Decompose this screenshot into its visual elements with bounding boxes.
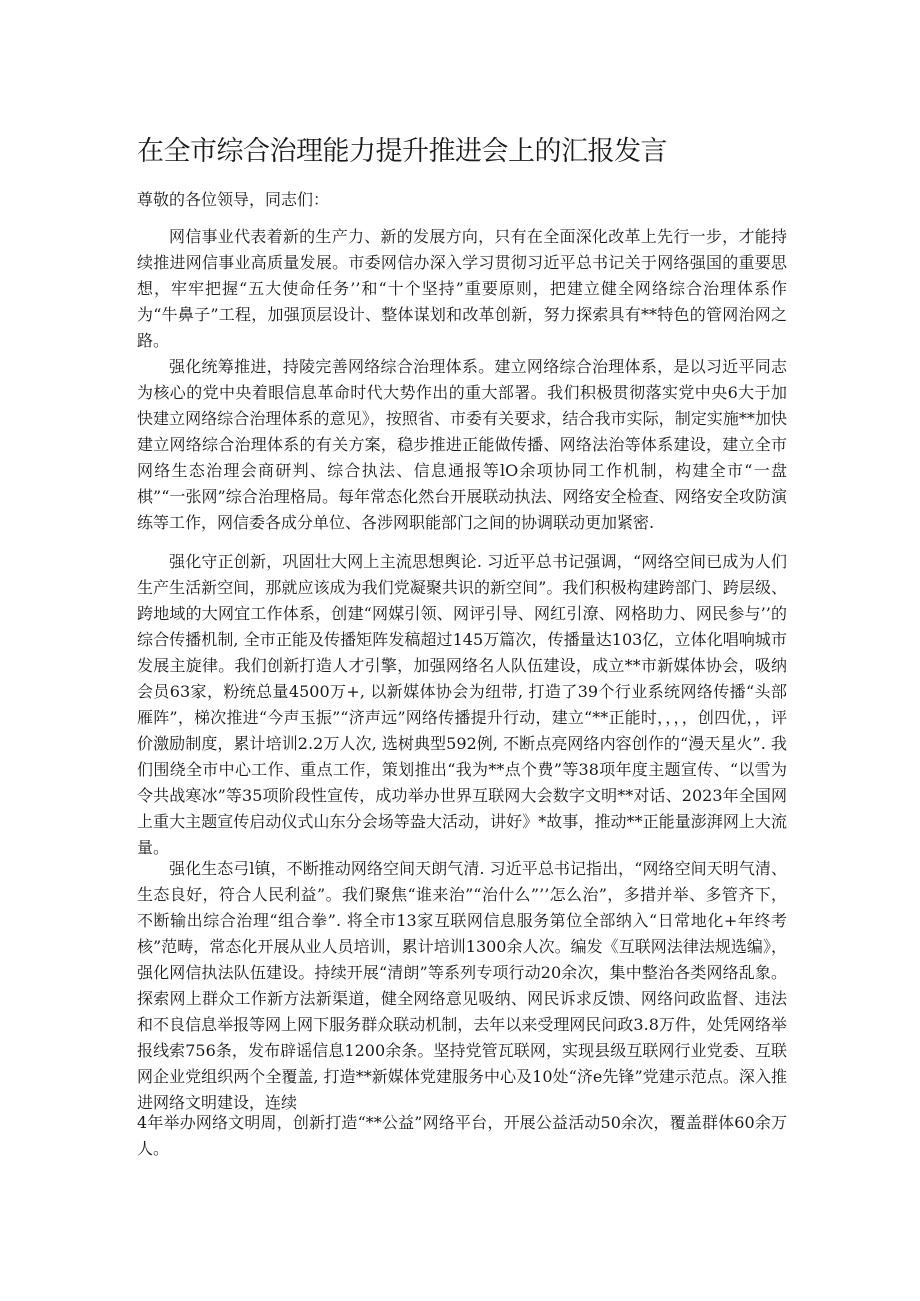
paragraph-coordination: 强化统筹推进，持陵完善网络综合治理体系。建立网络综合治理体系，是以习近平同志为核心的党中央着眼信息革命时代大势作出的重大部署。我们积极贯彻落实党中央6大于加快建立网络综合治理体系的意见》，按照省、市委有关要求，结合我市实际，制定实施**加快建立网络综合治理体系的有关方案，稳步推进正能做传播、网络法治等体系建设，建立全市网络生态治理会商研判、综合执法、信息通报等lO余项协同工作机制，构建全市“一盘棋”“一张网”综合治理格局。每年常态化然台开展联动执法、网络安全检查、网络安全攻防演练等工作，网信委各成分单位、各涉网职能部门之间的协调联动更加紧密. bbox=[137, 357, 787, 532]
paragraph-intro: 网信事业代表着新的生产力、新的发展方向，只有在全面深化改革上先行一步，才能持续推进网信事业高质量发展。市委网信办深入学习贯彻习近平总书记关于网络强国的重要思想，牢牢把握“五大使命任务’’和“十个坚持”重要原则，把建立健全网络综合治理体系作为“牛鼻子”工程，加强顶层设计、整体谋划和改革创新，努力探索具有**特色的管网治网之路。 bbox=[137, 227, 787, 350]
salutation: 尊敬的各位领导，同志们： bbox=[137, 190, 330, 209]
paragraph-continuation: 4年举办网络文明周，创新打造“**公益”网络平台，开展公益活动50余次，覆盖群体60余万人。 bbox=[137, 1113, 787, 1158]
document-title: 在全市综合治理能力提升推进会上的汇报发言 bbox=[137, 136, 667, 167]
paragraph-innovation: 强化守正创新，巩固壮大网上主流思想舆论. 习近平总书记强调，“网络空间已成为人们生产生活新空间，那就应该成为我们党凝聚共识的新空间”。我们积极构建跨部门、跨层级、跨地域的大网宜工作体系，创建“网媒引领、网评引导、网红引潦、网格助力、网民参与’’的综合传播机制, 全市正能及传播矩阵发稿超过145万篇次，传播量达103亿，立体化唱响城市发展主旋律。我们创新打造人才引擎，加强网络名人队伍建设，成立**市新媒体协会，吸纳会员63家，粉统总量4500万+, 以新媒体协会为纽带, 打造了39个行业系统网络传播“头部雁阵”，梯次推进“今声玉振”“济声远”网络传播提升行动，建立“**正能时，，，，创四优，，评价激励制度，累计培训2.2万人次, 选树典型592例, 不断点亮网络内容创作的“漫天星火”. 我们围绕全市中心工作、重点工作，策划推出“我为**点个费”等38项年度主题宣传、“以雪为令共战寒冰”等35项阶段性宣传，成功举办世界互联网大会数字文明**对话、2023年全国网上重大主题宣传启动仪式山东分会场等盎大活动，讲好》*故事，推动**正能量澎湃网上大流量。 bbox=[137, 552, 787, 857]
paragraph-ecology: 强化生态弓l镇，不断推动网络空间天朗气清. 习近平总书记指出，“网络空间天明气清、生态良好，符合人民利益”。我们聚焦“谁来治”“治什么”’’怎么治”，多措并举、多管齐下，不断输出综合治理“组合拳”. 将全市13家互联网信息服务第位全部纳入“日常地化+年终考核”范畴，常态化开展从业人员培训，累计培训1300余人次。编发《互联网法律法规选编》，强化网信执法队伍建设。持续开展“清朗”等系列专项行动20余次，集中整治各类网络乱象。探索网上群众工作新方法新渠道，健全网络意见吸纳、网民诉求反馈、网络问政监督、违法和不良信息举报等网上网下服务群众联动机制，去年以来受理网民问政3.8万件，处凭网络举报线索756条，发布辟谣信息1200余条。坚持党管瓦联网，实现县级互联网行业党委、互联网企业党组织两个全覆盖, 打造**新媒体党建服务中心及10处“济e先锋”党建示范点。深入推进网络文明建设，连续 bbox=[137, 859, 787, 1112]
